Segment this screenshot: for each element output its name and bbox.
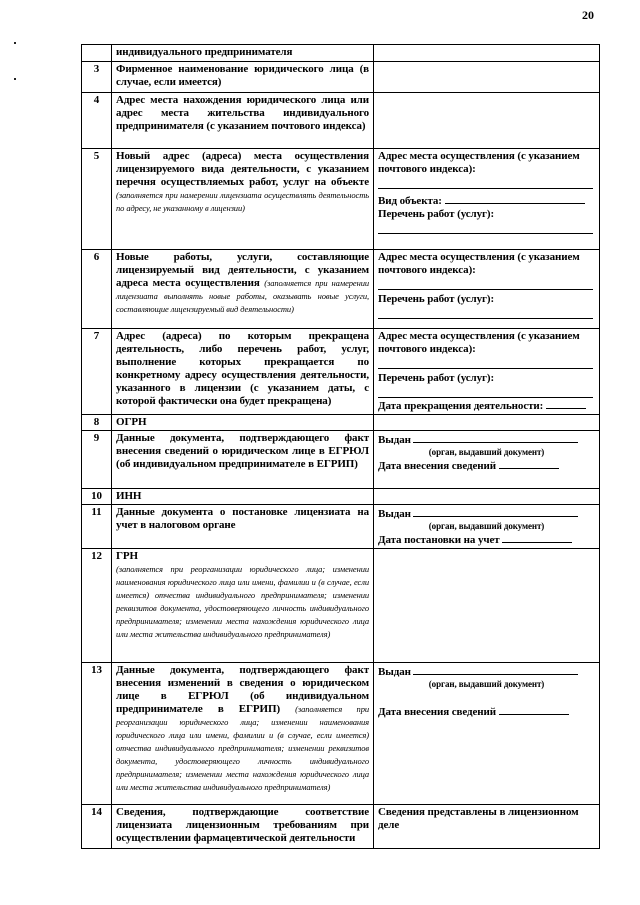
row-description — [112, 549, 374, 663]
description-note: (заполняется при реорганизации юридического лица; изменении наименования юридического лица или имени, фамилии и (в случае, если имеется) отчества индивидуального предпринимателя; изменении реквизитов документа, удостоверяющего личность индивидуального предпринимателя; изменении места нахождения юридического лица или места жительства индивидуального предпринимателя) — [116, 704, 370, 792]
date-label: Дата внесения сведений — [378, 706, 496, 718]
issued-label: Выдан — [378, 508, 411, 520]
table-row — [82, 805, 600, 849]
date-field[interactable] — [499, 458, 559, 469]
row-number: 11 — [82, 505, 112, 549]
issued-label: Выдан — [378, 434, 411, 446]
issued-by-field[interactable] — [413, 432, 578, 443]
issuer-caption: (орган, выдавший документ) — [428, 679, 545, 689]
termination-date-label: Дата прекращения деятельности: — [378, 400, 544, 412]
table-row — [82, 489, 600, 505]
row-number: 13 — [82, 663, 112, 805]
row-description: Данные документа, подтверждающего факт внесения сведений о юридическом лице в ЕГРЮЛ (об индивидуальном предпринимателе в ЕГРИП) — [112, 431, 374, 489]
address-field[interactable] — [378, 277, 593, 290]
row-value-cell[interactable] — [374, 45, 600, 62]
row-number: 6 — [82, 250, 112, 329]
issuer-caption: (орган, выдавший документ) — [428, 447, 545, 457]
row-value-cell[interactable] — [374, 93, 600, 149]
works-field[interactable] — [378, 385, 593, 398]
row-description: ОГРН — [112, 415, 374, 431]
table-row — [82, 45, 600, 62]
row-value-cell[interactable] — [374, 489, 600, 505]
table-row — [82, 329, 600, 415]
object-type-label: Вид объекта: — [378, 195, 442, 207]
description-note: (заполняется при реорганизации юридического лица; изменении наименования юридического лица или имени, фамилии и (в случае, если имеется) отчества индивидуального предпринимателя; изменении реквизитов документа, удостоверяющего личность индивидуального предпринимателя; изменении места нахождения юридического лица или места жительства индивидуального предпринимателя) — [116, 564, 369, 639]
table-row — [82, 505, 600, 549]
row-value-cell — [374, 663, 600, 805]
description-text: Новый адрес (адреса) места осуществления лицензируемого вида деятельности, с указанием перечня осуществляемых работ, услуг на объекте — [116, 150, 369, 188]
description-text: Новые работы, услуги, составляющие лицензируемый вид деятельности, с указанием адреса места осуществления — [116, 251, 369, 289]
date-field[interactable] — [499, 704, 569, 715]
row-description: Данные документа о постановке лицензиата на учет в налоговом органе — [112, 505, 374, 549]
row-value-cell — [374, 329, 600, 415]
application-form-table — [81, 44, 600, 849]
table-row — [82, 62, 600, 93]
row-number: 14 — [82, 805, 112, 849]
row-description: Адрес (адреса) по которым прекращена деятельность, либо перечень работ, услуг, выполнение которых прекращается по конкретному адресу осуществления деятельности, указанного в лицензии (с указанием даты, с которой фактически она будет прекращена) — [112, 329, 374, 415]
row-value-cell — [374, 431, 600, 489]
row-description: ИНН — [112, 489, 374, 505]
address-label: Адрес места осуществления (с указанием почтового индекса): — [378, 330, 580, 355]
table-row — [82, 149, 600, 250]
row-number: 7 — [82, 329, 112, 415]
row-value-cell: Сведения представлены в лицензионном деле — [374, 805, 600, 849]
issued-by-field[interactable] — [413, 506, 578, 517]
row-description — [112, 250, 374, 329]
page-number: 20 — [582, 8, 594, 22]
row-value-cell — [374, 149, 600, 250]
works-field[interactable] — [378, 221, 593, 234]
row-description — [112, 663, 374, 805]
table-row — [82, 663, 600, 805]
scan-speck — [14, 42, 16, 44]
address-label: Адрес места осуществления (с указанием почтового индекса): — [378, 251, 580, 276]
description-note: (заполняется при намерении лицензиата выполнять новые работы, оказывать новые услуги, составляющие лицензируемый вид деятельности) — [116, 278, 369, 314]
object-type-field[interactable] — [445, 193, 585, 204]
description-text: Данные документа, подтверждающего факт внесения изменений в сведения о юридическом лице в ЕГРЮЛ (об индивидуальном предпринимателе в ЕГРИП) — [116, 664, 369, 715]
issuer-caption: (орган, выдавший документ) — [428, 521, 545, 531]
row-number: 10 — [82, 489, 112, 505]
row-description — [112, 149, 374, 250]
issued-by-field[interactable] — [413, 664, 578, 675]
table-row — [82, 431, 600, 489]
description-note: (заполняется при намерении лицензиата осуществлять деятельность по адресу, не указанному в лицензии) — [116, 190, 369, 213]
row-value-cell[interactable] — [374, 415, 600, 431]
row-number: 3 — [82, 62, 112, 93]
date-label: Дата внесения сведений — [378, 460, 496, 472]
row-value-cell[interactable] — [374, 62, 600, 93]
address-label: Адрес места осуществления (с указанием почтового индекса): — [378, 150, 580, 175]
row-number: 12 — [82, 549, 112, 663]
works-label: Перечень работ (услуг): — [378, 293, 495, 305]
date-field[interactable] — [502, 532, 572, 543]
row-number: 9 — [82, 431, 112, 489]
table-row — [82, 250, 600, 329]
row-value-cell — [374, 250, 600, 329]
works-label: Перечень работ (услуг): — [378, 372, 495, 384]
row-number — [82, 45, 112, 62]
works-label: Перечень работ (услуг): — [378, 208, 495, 220]
address-field[interactable] — [378, 356, 593, 369]
date-label: Дата постановки на учет — [378, 534, 500, 546]
row-value-cell[interactable] — [374, 549, 600, 663]
row-description: Адрес места нахождения юридического лица или адрес места жительства индивидуального предпринимателя (с указанием почтового индекса) — [112, 93, 374, 149]
termination-date-field[interactable] — [546, 398, 586, 409]
row-number: 8 — [82, 415, 112, 431]
address-field[interactable] — [378, 176, 593, 189]
description-text: ГРН — [116, 550, 138, 562]
scan-speck — [14, 78, 16, 80]
row-description: Сведения, подтверждающие соответствие лицензиата лицензионным требованиям при осуществлении фармацевтической деятельности — [112, 805, 374, 849]
works-field[interactable] — [378, 306, 593, 319]
table-row — [82, 93, 600, 149]
row-number: 5 — [82, 149, 112, 250]
row-number: 4 — [82, 93, 112, 149]
table-row — [82, 415, 600, 431]
row-description: Фирменное наименование юридического лица (в случае, если имеется) — [112, 62, 374, 93]
table-row — [82, 549, 600, 663]
issued-label: Выдан — [378, 666, 411, 678]
row-value-cell — [374, 505, 600, 549]
row-description: индивидуального предпринимателя — [112, 45, 374, 62]
